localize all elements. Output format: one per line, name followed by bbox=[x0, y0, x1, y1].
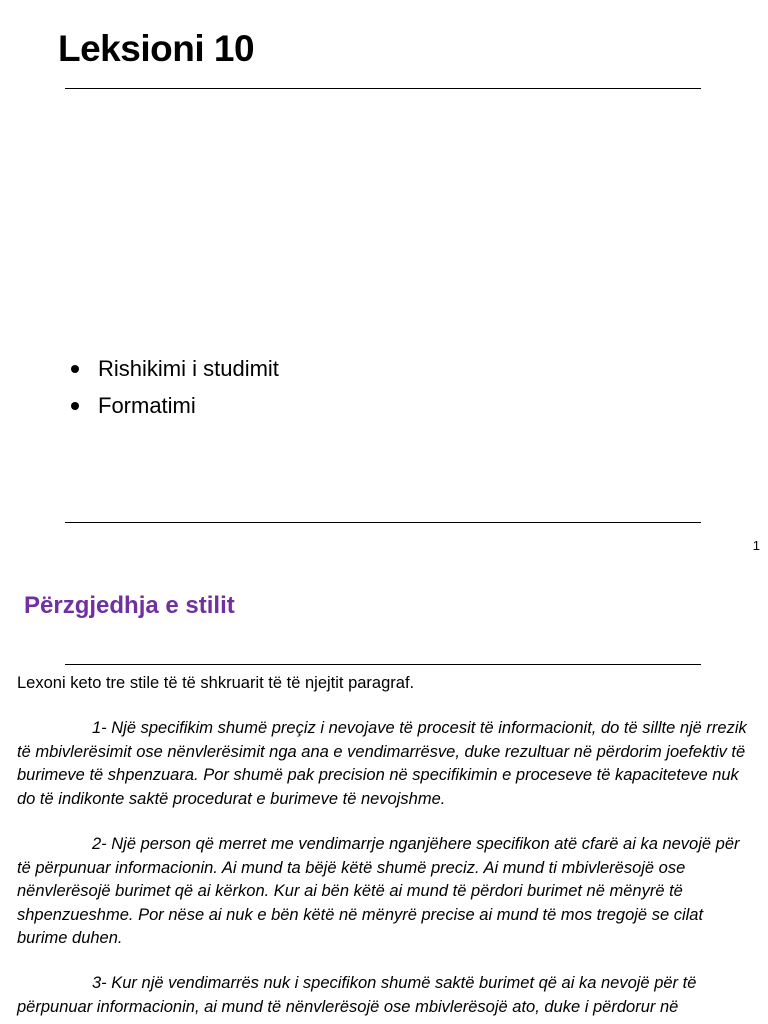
section-title: Përzgjedhja e stilit bbox=[24, 592, 235, 619]
section-divider bbox=[65, 664, 701, 665]
bullet-text: Formatimi bbox=[98, 393, 196, 418]
bullet-item bbox=[70, 391, 279, 428]
bullet-dot-icon bbox=[71, 365, 79, 373]
intro-text: Lexoni keto tre stile të të shkruarit të të njejtit paragraf. bbox=[17, 674, 415, 692]
style-paragraph-3: 3- Kur një vendimarrës nuk i specifikon shumë saktë burimet që ai ka nevojë për të përpunuar informacionin, ai mund të nënvlerësojë ose mbivlerësojë ato, duke i përdorur në bbox=[17, 974, 697, 1016]
bullet-dot-icon bbox=[71, 402, 79, 410]
footer-divider bbox=[65, 522, 701, 523]
style-paragraph-1: 1- Një specifikim shumë preçiz i nevojave të procesit të informacionit, do të sillte një rrezik të mbivlerësimit ose nënvlerësimit nga ana e vendimarrësve, duke rezultuar në përdorim joefektiv të burimeve të shpenzuara. Por shumë pak precision në specifikimin e proceseve të kapaciteteve nuk do të indikonte saktë procedurat e burimeve të nevojshme. bbox=[17, 719, 747, 808]
bullet-item bbox=[70, 354, 279, 391]
bullet-list bbox=[70, 354, 279, 428]
bullet-text: Rishikimi i studimit bbox=[98, 356, 279, 381]
page-number: 1 bbox=[752, 538, 760, 553]
title-divider bbox=[65, 88, 701, 89]
slide-title: Leksioni 10 bbox=[58, 28, 255, 69]
style-paragraph-2: 2- Një person që merret me vendimarrje nganjëhere specifikon atë cfarë ai ka nevojë për të përpunuar informacionin. Ai mund ta bëjë këtë shumë preciz. Ai mund ti mbivlerësojë ose nënvlerësojë burimet që ai kërkon. Kur ai bën këtë ai mund të përdori burimet në mënyrë të shpenzueshme. Por nëse ai nuk e bën këtë në mënyrë precise ai mund të mos tregojë se cilat burime duhen. bbox=[17, 835, 740, 947]
